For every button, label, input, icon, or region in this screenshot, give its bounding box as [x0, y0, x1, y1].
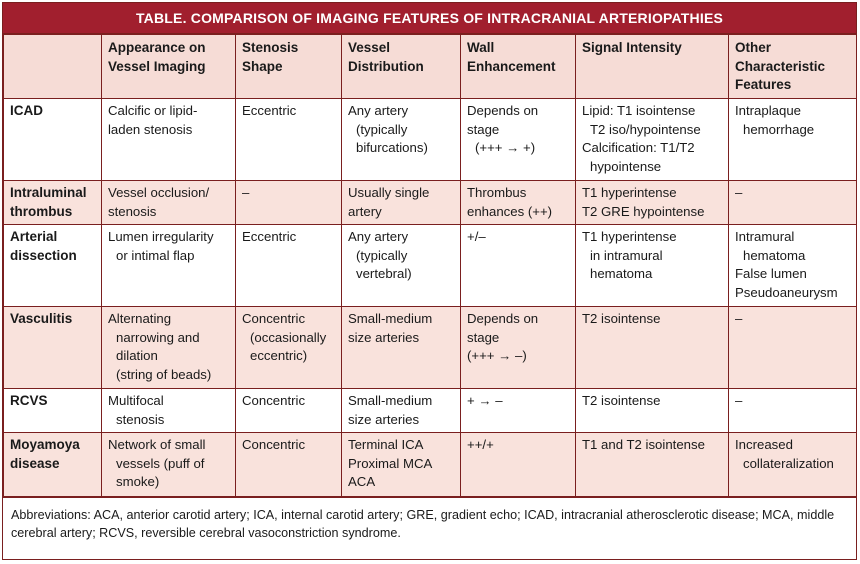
cell-text: (+++ → –): [467, 348, 527, 363]
cell-text: Pseudoaneurysm: [735, 284, 838, 300]
cell-text: in intramural: [590, 247, 663, 263]
cell-text: Terminal ICA: [348, 437, 424, 452]
cell-text: Eccentric: [242, 103, 297, 118]
cell-text: narrowing and: [116, 329, 200, 345]
header-cell: Wall Enhancement: [461, 35, 576, 99]
cell-text: ++/+: [467, 437, 494, 452]
cell-shape: [236, 99, 342, 181]
cell-text: Any artery: [348, 229, 409, 244]
cell-text: –: [735, 311, 743, 326]
cell-text: (typically: [356, 247, 408, 263]
header-cell: Appearance on Vessel Imaging: [102, 35, 236, 99]
cell-distribution: [342, 433, 461, 497]
cell-signal: [576, 225, 729, 307]
cell-text: T1 hyperintense: [582, 185, 677, 200]
cell-signal: [576, 181, 729, 225]
cell-text: Increased: [735, 437, 793, 452]
cell-text: T1 and T2 isointense: [582, 437, 705, 452]
cell-enhancement: [461, 389, 576, 433]
cell-enhancement: [461, 225, 576, 307]
cell-enhancement: [461, 307, 576, 389]
cell-text: Multifocal: [108, 393, 164, 408]
cell-shape: [236, 225, 342, 307]
cell-text: collateralization: [743, 455, 834, 471]
cell-text: Proximal MCA: [348, 455, 433, 471]
cell-text: stenosis: [108, 203, 157, 219]
header-cell: Other Characteristic Features: [729, 35, 857, 99]
cell-text: Concentric: [242, 393, 306, 408]
row-header: RCVS: [4, 389, 102, 433]
cell-text: –: [735, 393, 743, 408]
header-cell: [4, 35, 102, 99]
cell-text: size arteries: [348, 329, 420, 345]
cell-signal: [576, 307, 729, 389]
cell-other: [729, 433, 857, 497]
cell-other: [729, 99, 857, 181]
cell-appearance: [102, 307, 236, 389]
cell-distribution: [342, 181, 461, 225]
cell-appearance: [102, 433, 236, 497]
cell-text: Thrombus: [467, 185, 527, 200]
cell-text: Small-medium: [348, 311, 433, 326]
cell-text: vertebral): [356, 266, 412, 281]
cell-text: (typically: [356, 121, 408, 137]
cell-other: [729, 181, 857, 225]
cell-text: bifurcations): [356, 140, 428, 155]
cell-text: T2 GRE hypointense: [582, 203, 705, 219]
cell-text: T2 iso/hypointense: [590, 121, 701, 137]
cell-text: Depends on: [467, 311, 539, 326]
cell-signal: [576, 433, 729, 497]
cell-text: Any artery: [348, 103, 409, 118]
cell-text: stenosis: [116, 411, 165, 427]
cell-text: (string of beads): [116, 366, 212, 382]
row-header: Moyamoya disease: [4, 433, 102, 497]
cell-text: –: [735, 185, 743, 200]
table-row: [4, 181, 857, 225]
cell-text: Lipid: T1 isointense: [582, 103, 696, 118]
cell-text: Calcification: T1/T2: [582, 140, 695, 155]
cell-text: Usually single: [348, 185, 430, 200]
cell-text: Network of small: [108, 437, 206, 452]
cell-appearance: [102, 99, 236, 181]
cell-text: T1 hyperintense: [582, 229, 677, 244]
cell-text: hypointense: [590, 158, 662, 174]
cell-text: ACA: [348, 474, 376, 489]
table-row: [4, 99, 857, 181]
cell-text: Vessel occlusion/: [108, 185, 210, 200]
cell-text: T2 isointense: [582, 393, 661, 408]
cell-distribution: [342, 99, 461, 181]
cell-text: Intramural: [735, 229, 795, 244]
cell-other: [729, 389, 857, 433]
cell-text: –: [242, 185, 250, 200]
cell-text: T2 isointense: [582, 311, 661, 326]
cell-signal: [576, 389, 729, 433]
comparison-table: [3, 34, 857, 497]
cell-text: Concentric: [242, 311, 306, 326]
table-frame: [2, 2, 857, 560]
cell-signal: [576, 99, 729, 181]
row-header: Vasculitis: [4, 307, 102, 389]
cell-appearance: [102, 181, 236, 225]
cell-shape: [236, 433, 342, 497]
cell-appearance: [102, 225, 236, 307]
header-row: [4, 35, 857, 99]
cell-enhancement: [461, 181, 576, 225]
cell-text: stage: [467, 121, 500, 137]
cell-shape: [236, 389, 342, 433]
cell-text: (occasionally: [250, 329, 327, 345]
cell-distribution: [342, 389, 461, 433]
cell-text: smoke): [116, 474, 160, 489]
cell-other: [729, 225, 857, 307]
table-row: [4, 389, 857, 433]
row-header: Arterial dissection: [4, 225, 102, 307]
cell-enhancement: [461, 433, 576, 497]
cell-text: enhances (++): [467, 203, 553, 219]
cell-text: False lumen: [735, 266, 807, 281]
row-header: Intraluminal thrombus: [4, 181, 102, 225]
cell-text: Small-medium: [348, 393, 433, 408]
cell-text: size arteries: [348, 411, 420, 427]
cell-shape: [236, 307, 342, 389]
cell-text: Alternating: [108, 311, 172, 326]
cell-text: or intimal flap: [116, 247, 195, 263]
row-header: ICAD: [4, 99, 102, 181]
cell-text: hematoma: [743, 247, 806, 263]
cell-text: Intraplaque: [735, 103, 801, 118]
cell-text: hemorrhage: [743, 121, 815, 137]
cell-text: Depends on: [467, 103, 539, 118]
cell-text: dilation: [116, 348, 158, 363]
header-cell: Vessel Distribution: [342, 35, 461, 99]
header-cell: Signal Intensity: [576, 35, 729, 99]
table-row: [4, 307, 857, 389]
table-row: [4, 433, 857, 497]
cell-text: laden stenosis: [108, 121, 193, 137]
cell-text: Concentric: [242, 437, 306, 452]
cell-text: + → –: [467, 393, 503, 408]
cell-text: (+++ → +): [475, 140, 536, 155]
cell-text: artery: [348, 203, 382, 219]
cell-text: hematoma: [590, 266, 653, 281]
table-title: TABLE. COMPARISON OF IMAGING FEATURES OF INTRACRANIAL ARTERIOPATHIES: [3, 3, 856, 34]
cell-text: +/–: [467, 229, 486, 244]
cell-appearance: [102, 389, 236, 433]
table-row: [4, 225, 857, 307]
cell-distribution: [342, 307, 461, 389]
cell-text: eccentric): [250, 348, 308, 363]
cell-text: vessels (puff of: [116, 455, 205, 471]
header-cell: Stenosis Shape: [236, 35, 342, 99]
abbreviations-footnote: Abbreviations: ACA, anterior carotid artery; ICA, internal carotid artery; GRE, gradient echo; ICAD, intracranial atherosclerotic disease; MCA, middle cerebral artery; RCVS, reversible cerebral vasoconstriction syndrome.: [3, 497, 856, 542]
cell-distribution: [342, 225, 461, 307]
cell-text: stage: [467, 329, 500, 345]
cell-text: Lumen irregularity: [108, 229, 214, 244]
cell-enhancement: [461, 99, 576, 181]
cell-other: [729, 307, 857, 389]
cell-text: Calcific or lipid-: [108, 103, 198, 118]
cell-shape: [236, 181, 342, 225]
cell-text: Eccentric: [242, 229, 297, 244]
